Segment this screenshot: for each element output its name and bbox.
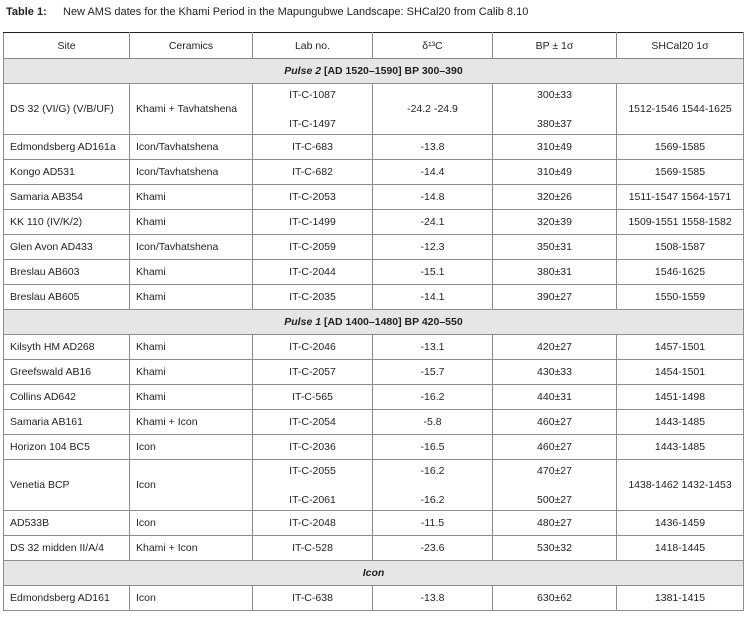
cell-lab-no: IT-C-683 (253, 135, 373, 160)
cell-ceramics: Khami (130, 335, 253, 360)
cell-site: AD533B (4, 511, 130, 536)
header-bp: BP ± 1σ (493, 33, 617, 59)
table-row (4, 586, 744, 611)
cell-lab-no-stack (257, 89, 368, 130)
cell-site: Breslau AB603 (4, 260, 130, 285)
cell-shcal20: 1509-1551 1558-1582 (617, 210, 744, 235)
cell-shcal20: 1438-1462 1432-1453 (617, 460, 744, 511)
cell-shcal20: 1454-1501 (617, 360, 744, 385)
cell-shcal20: 1451-1498 (617, 385, 744, 410)
cell-shcal20: 1511-1547 1564-1571 (617, 185, 744, 210)
cell-bp: 420±27 (493, 335, 617, 360)
table-row (4, 210, 744, 235)
cell-shcal20: 1550-1559 (617, 285, 744, 310)
cell-bp: 390±27 (493, 285, 617, 310)
table-row (4, 160, 744, 185)
table-row (4, 435, 744, 460)
cell-d13c: -23.6 (373, 536, 493, 561)
cell-bp (493, 84, 617, 135)
cell-bp: 350±31 (493, 235, 617, 260)
cell-bp: 320±39 (493, 210, 617, 235)
table-row (4, 260, 744, 285)
cell-site: Horizon 104 BC5 (4, 435, 130, 460)
table-row (4, 511, 744, 536)
section-title-range: [AD 1520–1590] BP 300–390 (321, 65, 463, 77)
cell-bp: 500±27 (537, 493, 572, 506)
cell-d13c: -24.1 (373, 210, 493, 235)
cell-ceramics: Khami + Icon (130, 410, 253, 435)
cell-d13c: -16.2 (420, 464, 445, 477)
cell-lab-no (253, 84, 373, 135)
cell-bp: 430±33 (493, 360, 617, 385)
cell-site: KK 110 (IV/K/2) (4, 210, 130, 235)
cell-lab-no: IT-C-2054 (253, 410, 373, 435)
cell-shcal20: 1457-1501 (617, 335, 744, 360)
cell-lab-no: IT-C-2048 (253, 511, 373, 536)
cell-ceramics: Khami (130, 360, 253, 385)
cell-d13c: -13.8 (373, 586, 493, 611)
section-title-range: [AD 1400–1480] BP 420–550 (321, 316, 463, 328)
cell-d13c: -14.4 (373, 160, 493, 185)
cell-shcal20: 1436-1459 (617, 511, 744, 536)
table-row (4, 135, 744, 160)
header-lab-no: Lab no. (253, 33, 373, 59)
cell-bp (493, 460, 617, 511)
cell-bp: 320±26 (493, 185, 617, 210)
cell-ceramics: Khami (130, 285, 253, 310)
cell-bp: 530±32 (493, 536, 617, 561)
cell-shcal20: 1443-1485 (617, 410, 744, 435)
cell-lab-no: IT-C-528 (253, 536, 373, 561)
cell-lab-no: IT-C-2044 (253, 260, 373, 285)
cell-d13c: -13.8 (373, 135, 493, 160)
header-ceramics: Ceramics (130, 33, 253, 59)
table-row (4, 285, 744, 310)
cell-lab-no-stack (257, 465, 368, 506)
cell-lab-no: IT-C-565 (253, 385, 373, 410)
cell-lab-no: IT-C-2046 (253, 335, 373, 360)
cell-site: DS 32 (VI/G) (V/B/UF) (4, 84, 130, 135)
cell-bp: 460±27 (493, 435, 617, 460)
section-header-row (4, 59, 744, 84)
section-title (4, 561, 744, 586)
cell-d13c: -15.1 (373, 260, 493, 285)
cell-ceramics: Icon (130, 435, 253, 460)
table-row (4, 335, 744, 360)
cell-d13c: -5.8 (373, 410, 493, 435)
cell-lab-no: IT-C-1497 (289, 117, 336, 130)
table-row (4, 185, 744, 210)
cell-site: Glen Avon AD433 (4, 235, 130, 260)
cell-bp-stack (497, 89, 612, 130)
cell-bp: 460±27 (493, 410, 617, 435)
table-row (4, 410, 744, 435)
section-title-italic: Pulse 1 (284, 316, 322, 328)
section-title-italic: Icon (362, 567, 385, 579)
cell-lab-no: IT-C-1087 (289, 88, 336, 101)
cell-shcal20: 1508-1587 (617, 235, 744, 260)
table-row (4, 460, 744, 511)
cell-site: Greefswald AB16 (4, 360, 130, 385)
cell-site: DS 32 midden II/A/4 (4, 536, 130, 561)
cell-shcal20: 1546-1625 (617, 260, 744, 285)
cell-site: Breslau AB605 (4, 285, 130, 310)
cell-bp: 480±27 (493, 511, 617, 536)
cell-d13c: -16.2 (373, 385, 493, 410)
cell-bp-stack (497, 465, 612, 506)
cell-lab-no: IT-C-2035 (253, 285, 373, 310)
cell-bp: 310±49 (493, 160, 617, 185)
cell-ceramics: Icon/Tavhatshena (130, 135, 253, 160)
header-site: Site (4, 33, 130, 59)
cell-shcal20: 1569-1585 (617, 135, 744, 160)
table-row (4, 84, 744, 135)
cell-shcal20: 1381-1415 (617, 586, 744, 611)
cell-bp: 310±49 (493, 135, 617, 160)
cell-d13c: -24.2 -24.9 (373, 84, 493, 135)
cell-site: Samaria AB354 (4, 185, 130, 210)
section-header-row (4, 310, 744, 335)
cell-bp: 380±37 (537, 117, 572, 130)
cell-lab-no: IT-C-2057 (253, 360, 373, 385)
section-title (4, 59, 744, 84)
cell-site: Kongo AD531 (4, 160, 130, 185)
cell-site: Edmondsberg AD161a (4, 135, 130, 160)
cell-lab-no: IT-C-2055 (289, 464, 336, 477)
cell-bp: 380±31 (493, 260, 617, 285)
table-row (4, 536, 744, 561)
cell-site: Venetia BCP (4, 460, 130, 511)
caption-text: New AMS dates for the Khami Period in the Mapungubwe Landscape: SHCal20 from Calib 8.10 (63, 6, 529, 18)
cell-site: Samaria AB161 (4, 410, 130, 435)
cell-shcal20: 1443-1485 (617, 435, 744, 460)
header-d13c: δ¹³C (373, 33, 493, 59)
cell-d13c: -12.3 (373, 235, 493, 260)
cell-ceramics: Khami (130, 260, 253, 285)
section-header-row (4, 561, 744, 586)
cell-ceramics: Icon/Tavhatshena (130, 160, 253, 185)
header-row (4, 33, 744, 59)
cell-lab-no: IT-C-2061 (289, 493, 336, 506)
caption-label: Table 1: (6, 6, 47, 18)
cell-bp: 470±27 (537, 464, 572, 477)
cell-bp: 440±31 (493, 385, 617, 410)
cell-d13c: -16.2 (420, 493, 445, 506)
cell-lab-no: IT-C-682 (253, 160, 373, 185)
cell-ceramics: Khami + Icon (130, 536, 253, 561)
cell-ceramics: Khami (130, 210, 253, 235)
section-title (4, 310, 744, 335)
cell-d13c: -13.1 (373, 335, 493, 360)
section-title-italic: Pulse 2 (284, 65, 322, 77)
header-shcal20: SHCal20 1σ (617, 33, 744, 59)
cell-ceramics: Icon (130, 586, 253, 611)
table-caption (0, 0, 747, 24)
cell-lab-no: IT-C-2053 (253, 185, 373, 210)
cell-ceramics: Khami (130, 385, 253, 410)
cell-ceramics: Khami + Tavhatshena (130, 84, 253, 135)
cell-shcal20: 1512-1546 1544-1625 (617, 84, 744, 135)
cell-shcal20: 1418-1445 (617, 536, 744, 561)
cell-ceramics: Icon (130, 511, 253, 536)
cell-lab-no: IT-C-2059 (253, 235, 373, 260)
cell-lab-no: IT-C-638 (253, 586, 373, 611)
cell-ceramics: Khami (130, 185, 253, 210)
table-row (4, 385, 744, 410)
cell-d13c: -11.5 (373, 511, 493, 536)
cell-ceramics: Icon (130, 460, 253, 511)
cell-d13c: -14.1 (373, 285, 493, 310)
cell-site: Kilsyth HM AD268 (4, 335, 130, 360)
cell-d13c (373, 460, 493, 511)
cell-bp: 630±62 (493, 586, 617, 611)
ams-dates-table (3, 32, 744, 611)
table-row (4, 235, 744, 260)
cell-site: Edmondsberg AD161 (4, 586, 130, 611)
cell-d13c: -16.5 (373, 435, 493, 460)
cell-bp: 300±33 (537, 88, 572, 101)
cell-lab-no (253, 460, 373, 511)
cell-d13c: -15.7 (373, 360, 493, 385)
cell-site: Collins AD642 (4, 385, 130, 410)
cell-ceramics: Icon/Tavhatshena (130, 235, 253, 260)
cell-d13c: -14.8 (373, 185, 493, 210)
cell-lab-no: IT-C-1499 (253, 210, 373, 235)
cell-shcal20: 1569-1585 (617, 160, 744, 185)
cell-lab-no: IT-C-2036 (253, 435, 373, 460)
cell-d13c-stack (377, 465, 488, 506)
table-row (4, 360, 744, 385)
